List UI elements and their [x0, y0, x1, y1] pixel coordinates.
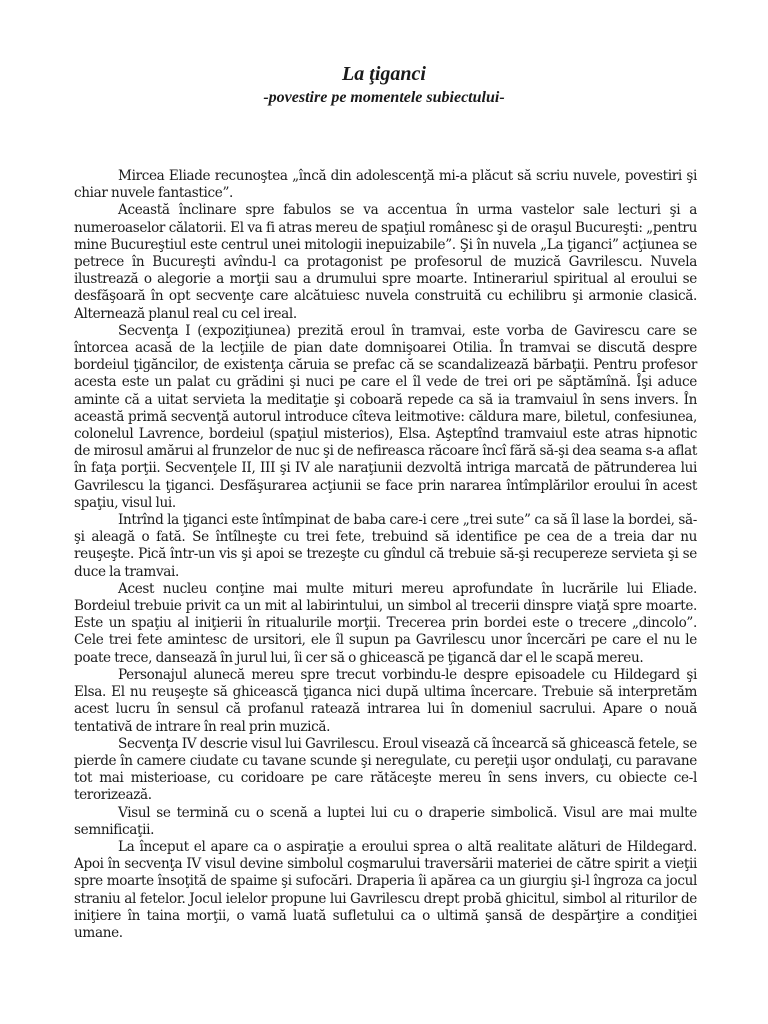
document-body	[74, 168, 697, 942]
paragraph: Acest nucleu conţine mai multe mituri mereu aprofundate în lucrările lui Eliade. Bordeiul trebuie privit ca un mit al labirintului, un simbol al trecerii dinspre viaţă spre moarte. Este un spaţiu al iniţierii în ritualurile morţii. Trecerea prin bordei este o trecere „dincolo”. Cele trei fete amintesc de ursitori, ele îl supun pa Gavrilescu unor încercări pe care el nu le poate trece, dansează în jurul lui, îi cer să o ghicească pe ţigancă dar el le scapă mereu.	[74, 580, 697, 666]
document-title: La ţiganci	[342, 63, 426, 85]
paragraph: Visul se termină cu o scenă a luptei lui cu o draperie simbolică. Visul are mai multe semnificaţii.	[74, 804, 697, 838]
document-subtitle: -povestire pe momentele subiectului-	[263, 89, 505, 106]
paragraph: Această înclinare spre fabulos se va accentua în urma vastelor sale lecturi şi a numeroaselor călatorii. El va fi atras mereu de spaţiul românesc şi de oraşul Bucureşti: „pentru mine Bucureştiul este centrul unei mitologii inepuizabile”. Şi în nuvela „La ţiganci” acţiunea se petrece în Bucureşti avîndu-l ca protagonist pe profesorul de muzică Gavrilescu. Nuvela ilustrează o alegorie a morţii sau a drumului spre moarte. Intinerariul spiritual al eroului se desfăşoară în opt secvenţe care alcătuiesc nuvela construită cu echilibru şi armonie clasică. Alternează planul real cu cel ireal.	[74, 202, 697, 322]
paragraph: Intrînd la ţiganci este întîmpinat de baba care-i cere „trei sute” ca să îl lase la bordei, să-şi aleagă o fată. Se întîlneşte cu trei fete, trebuind să identifice pe cea de a treia dar nu reuşeşte. Pică într-un vis şi apoi se trezeşte cu gîndul că trebuie să-şi recupereze servieta şi se duce la tramvai.	[74, 512, 697, 580]
paragraph: Personajul alunecă mereu spre trecut vorbindu-le despre episoadele cu Hildegard şi Elsa. El nu reuşeşte să ghicească ţiganca nici după ultima încercare. Trebuie să interpretăm acest lucru în sensul că profanul ratează intrarea lui în domeniul sacrului. Apare o nouă tentativă de intrare în real prin muzică.	[74, 666, 697, 735]
paragraph: Secvenţa I (expoziţiunea) prezită eroul în tramvai, este vorba de Gavirescu care se întorcea acasă de la lecţiile de pian date domnişoarei Otilia. În tramvai se discută despre bordeiul ţigăncilor, de existenţa căruia se prefac că se scandalizează bărbaţii. Pentru profesor acesta este un palat cu grădini şi nuci pe care el îl vede de trei ori pe săptămînă. Îşi aduce aminte că a uitat servieta la meditaţie şi coboară repede ca să ia tramvaiul în sens invers. În această primă secvenţă autorul introduce cîteva leitmotive: căldura mare, biletul, confesiunea, colonelul Lavrence, bordeiul (spaţiul misterios), Elsa. Aşteptînd tramvaiul este atras hipnotic de mirosul amărui al frunzelor de nuc şi de nefireasca răcoare încî fără să-şi dea seama s-a aflat în faţa porţii. Secvenţele II, III şi IV ale naraţiunii dezvoltă intriga marcată de pătrunderea lui Gavrilescu la ţiganci. Desfăşurarea acţiunii se face prin nararea întîmplărilor eroului în acest spaţiu, visul lui.	[74, 322, 697, 511]
paragraph: Mircea Eliade recunoştea „încă din adolescenţă mi-a plăcut să scriu nuvele, povestiri şi chiar nuvele fantastice”.	[74, 168, 697, 202]
paragraph: Secvenţa IV descrie visul lui Gavrilescu. Eroul visează că încearcă să ghicească fetele, se pierde în camere ciudate cu tavane scunde şi neregulate, cu pereţii uşor ondulaţi, cu paravane tot mai misterioase, cu coridoare pe care rătăceşte mereu în sens invers, cu obiecte ce-l terorizează.	[74, 735, 697, 804]
paragraph: La început el apare ca o aspiraţie a eroului sprea o altă realitate alături de Hildegard. Apoi în secvenţa IV visul devine simbolul coşmarului traversării materiei de către spirit a vieţii spre moarte însoţită de spaime şi sufocări. Draperia îi apărea ca un giurgiu şi-l îngroza ca jocul straniu al fetelor. Jocul ielelor propune lui Gavrilescu drept probă ghicitul, simbol al riturilor de iniţiere în taina morţii, o vamă luată sufletului ca o ultimă şansă de despărţire a condiţiei umane.	[74, 838, 697, 941]
